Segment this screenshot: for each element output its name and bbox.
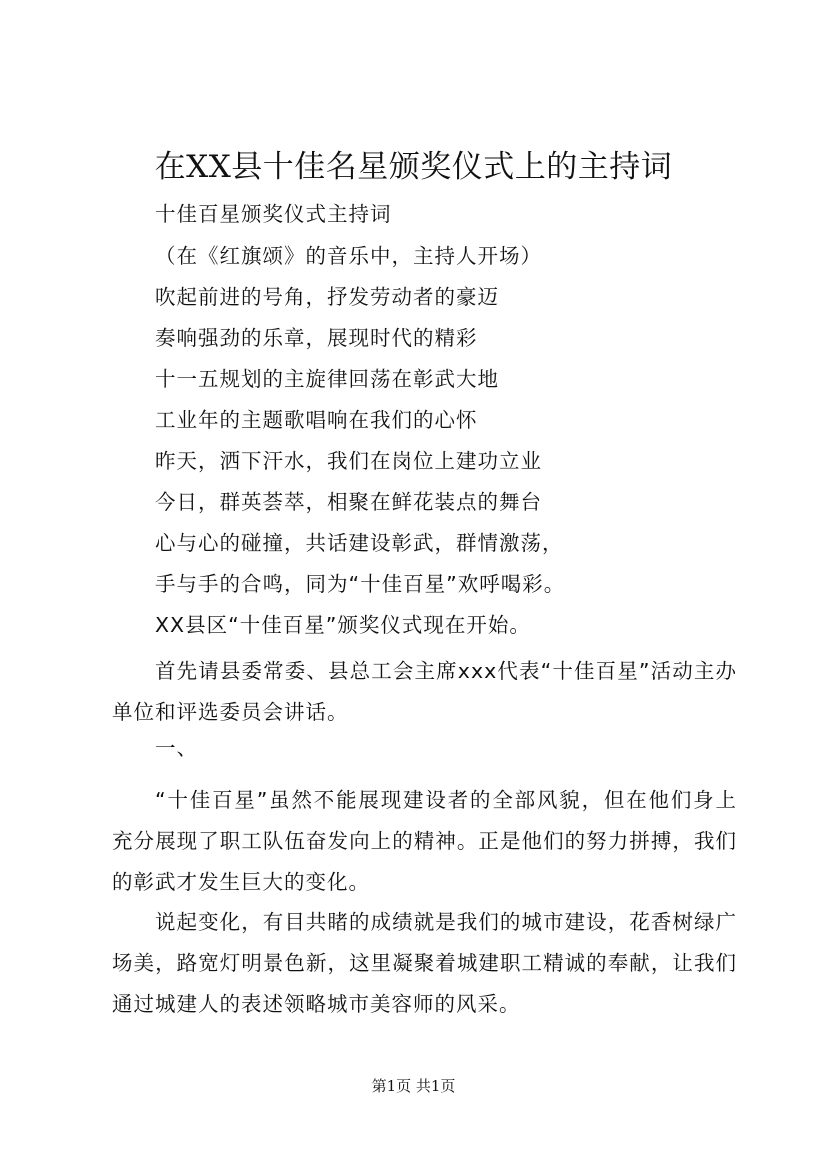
body-line: 吹起前进的号角，抒发劳动者的豪迈 (155, 285, 499, 309)
body-line: 昨天，洒下汗水，我们在岗位上建功立业 (155, 449, 542, 473)
body-line: （在《红旗颂》的音乐中，主持人开场） (155, 244, 542, 268)
body-paragraph: “十佳百星”虽然不能展现建设者的全部风貌，但在他们身上充分展现了职工队伍奋发向上的精神。正是他们的努力拼搏，我们的彰武才发生巨大的变化。 (112, 788, 737, 894)
body-paragraph: 首先请县委常委、县总工会主席xxx代表“十佳百星”活动主办单位和评选委员会讲话。 (112, 659, 737, 724)
body-line: XX县区“十佳百星”颁奖仪式现在开始。 (155, 613, 531, 637)
document-title: 在XX县十佳名星颁奖仪式上的主持词 (154, 149, 673, 185)
body-paragraph: 说起变化，有目共睹的成绩就是我们的城市建设，花香树绿广场美，路宽灯明景色新，这里凝聚着城建职工精诚的奉献，让我们通过城建人的表述领略城市美容师的风采。 (112, 910, 737, 1016)
body-line: 今日，群英荟萃，相聚在鲜花装点的舞台 (155, 490, 542, 514)
body-line: 工业年的主题歌唱响在我们的心怀 (155, 408, 478, 432)
body-line: 十佳百星颁奖仪式主持词 (155, 202, 392, 226)
body-line: 奏响强劲的乐章，展现时代的精彩 (155, 326, 478, 350)
body-line: 十一五规划的主旋律回荡在彰武大地 (155, 367, 499, 391)
section-number: 一、 (155, 736, 198, 760)
page-footer: 第1页 共1页 (371, 1077, 456, 1095)
body-line: 手与手的合鸣，同为“十佳百星”欢呼喝彩。 (155, 572, 566, 596)
body-line: 心与心的碰撞，共话建设彰武，群情激荡， (155, 531, 564, 555)
